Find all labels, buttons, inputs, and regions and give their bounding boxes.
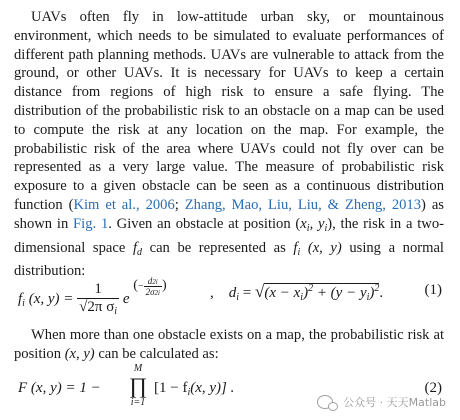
risk-function-symbol: $f_i$ (x, y) [293, 239, 342, 258]
paragraph-text: . Given an obstacle at position ( [108, 215, 301, 232]
equation-2-number: (2) [424, 380, 442, 396]
eq1-exp-base: e [122, 290, 130, 307]
paragraph-text: ) as shown in [14, 196, 444, 232]
equation-1 [14, 262, 444, 324]
paragraph-multi-obstacle [14, 326, 444, 364]
eq1-d-sub: i [236, 292, 240, 303]
equation-2-lhs [18, 380, 101, 397]
equation-1-number: (1) [424, 282, 442, 298]
eq2-prod-upper: M [133, 363, 143, 374]
eq2-prod-lower: i=1 [130, 397, 146, 408]
eq1-exp-num: d [147, 276, 153, 286]
eq1-denominator [77, 298, 119, 317]
eq2-body: [1 − f [154, 380, 188, 396]
paragraph-text: When more than one obstacle exists on a map, the probabilistic risk at position [14, 327, 444, 362]
citation-open-paren: ( [68, 196, 74, 213]
eq1-args: (x, y) = [28, 290, 74, 307]
eq2-product [128, 364, 148, 408]
eq2-lhs: F (x, y) = 1 − [18, 380, 101, 396]
citation-separator: ; [174, 196, 185, 213]
obstacle-position: $x_i$, $y_i$ [300, 215, 328, 234]
citation-kim-2006[interactable]: Kim et al., 2006 [73, 196, 175, 213]
space-symbol: $f_d$ [132, 239, 142, 258]
wechat-icon [317, 395, 333, 409]
wechat-watermark [317, 394, 446, 410]
equation-2 [14, 364, 444, 420]
equation-2-body [154, 380, 234, 398]
eq1-fraction [77, 281, 119, 317]
citation-zhang-2013[interactable]: Zhang, Mao, Liu, Liu, & Zheng, 2013 [184, 196, 422, 213]
paragraph-text: ), the risk in a two-dimensional space [14, 215, 445, 256]
paragraph-text: can be calculated as: [94, 345, 219, 362]
eq2-body-sub: i [187, 387, 191, 398]
position-symbol: (x, y) [64, 345, 95, 362]
paragraph-text: UAVs often fly in low-attitude urban sky, or mountainous environment, which needs to be simulated to evaluate performances of different path planning methods. UAVs are vulnerable to attack from the ground, or other UAVs. It is necessary for UAVs to keep a certain distance from regions of high risk to ensure a safe flying. The distribution of the probabilistic risk to an obstacle on a map can be used to compute the risk at any location on the map. For example, the probabilistic risk of the area where UAVs could not fly over can be represented as a very large value. The measure of probabilistic risk exposure to a given obstacle can be seen as a continuous distribution function [14, 9, 444, 213]
paragraph-text: using a normal distribution: [14, 239, 444, 280]
paragraph-text: can be represented as [142, 239, 294, 256]
eq1-exp-fraction: $\frac{d2i}{2\sigma 2i}$ [145, 276, 160, 297]
eq1-d: d [228, 285, 237, 301]
eq1-f: f [18, 290, 23, 307]
eq1-den-sub: i [114, 306, 118, 318]
eq1-numerator: 1 [94, 281, 102, 298]
paragraph-uav-risk [14, 8, 444, 281]
watermark-text: 公众号 · 天天Matlab [343, 396, 446, 409]
equation-1-distance: , $d_i = √(x - x_i)^2 + (y - y_i)^2$. [210, 282, 384, 303]
eq1-exponent: (− $\frac{d2i}{2\sigma 2i}$ ) [133, 276, 167, 297]
eq1-f-sub: i [22, 297, 25, 309]
eq2-prod-symbol: ∏ [128, 373, 148, 398]
eq1-exp-den: 2σ [145, 287, 155, 297]
figure-1-link[interactable]: Fig. 1 [73, 215, 109, 232]
eq1-den-text: √2π σ [79, 299, 115, 316]
eq1-sqrt-body: $(x - x_i)^2 + (y - y_i)^2$ [264, 283, 380, 303]
equation-1-lhs [18, 276, 167, 317]
eq1-exp-num-sub: i [155, 278, 158, 286]
eq1-exp-den-sub: i [158, 289, 160, 297]
eq2-body-end: (x, y)] . [190, 380, 235, 396]
